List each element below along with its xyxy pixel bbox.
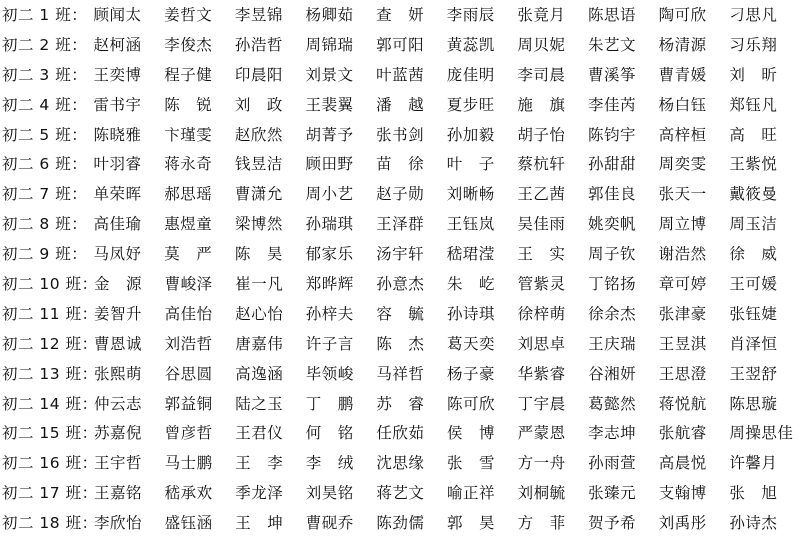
student-name: 赵心怡 [235,304,284,323]
student-name: 郭 昊 [446,514,495,533]
student-name: 李佳芮 [588,95,637,114]
class-row [0,300,800,330]
student-name: 李昱锦 [234,6,283,24]
class-row [0,390,800,420]
student-name: 葛天奕 [446,334,495,353]
class-label: 初二 13 班： [2,364,98,383]
student-name: 潘 越 [376,95,425,114]
student-name: 程子健 [164,65,213,84]
student-name: 郭可阳 [376,35,425,54]
student-name: 王嘉铭 [94,484,143,503]
student-name: 葛懿然 [588,394,637,413]
student-name: 杨清源 [658,35,707,54]
student-name: 许馨月 [729,454,778,473]
student-name: 孙意杰 [376,275,425,294]
student-name: 庞佳明 [446,65,495,84]
student-name: 王昱淇 [658,334,707,353]
student-name: 王裴翼 [305,95,354,114]
class-label: 初二 11 班： [2,304,98,323]
student-name: 曹潇允 [234,185,283,204]
student-name: 顾田野 [305,155,354,174]
student-name: 孙诗琪 [446,304,495,323]
student-name: 戴筱曼 [729,185,778,204]
student-name: 黄蕊凯 [446,35,495,54]
class-row [0,150,800,180]
student-name: 徐余杰 [588,304,637,323]
student-name: 高梓桓 [658,125,707,144]
student-name: 胡菁予 [305,125,354,144]
student-name: 曹峻泽 [164,275,213,294]
student-name: 张臻元 [588,484,637,503]
student-name: 刘桐毓 [517,484,566,503]
student-name: 雷书宇 [93,95,142,114]
student-name: 华紫睿 [517,364,566,383]
student-name: 曹砚乔 [305,514,354,533]
student-name: 陈思璇 [729,394,778,413]
student-name: 杨子豪 [446,364,495,383]
student-name: 王思澄 [658,364,707,383]
student-name: 叶羽睿 [93,155,142,174]
student-name: 王庆瑞 [588,334,637,353]
student-name: 郭佳良 [588,185,637,204]
student-name: 季龙泽 [235,484,284,503]
student-name: 孙瑞琪 [305,215,354,234]
student-name: 姜哲文 [164,6,213,24]
class-label: 初二 3 班： [2,65,88,84]
student-name: 刘晰畅 [446,185,495,204]
student-name: 徐梓萌 [517,304,566,323]
student-name: 朱 屹 [446,275,495,294]
student-name: 王翌舒 [729,364,778,383]
student-name: 朱艺文 [588,35,637,54]
student-name: 施 旗 [517,95,566,114]
student-name: 惠煜童 [164,215,213,234]
student-name: 章可婷 [658,275,707,294]
student-name: 王紫悦 [729,155,778,174]
student-name: 刘景文 [305,65,354,84]
student-name: 肖泽恒 [729,334,778,353]
student-name: 张书剑 [376,125,425,144]
student-name: 姚奕帆 [588,215,637,234]
student-name: 郑钰凡 [729,95,778,114]
student-name: 苏 睿 [376,394,425,413]
class-label: 初二 18 班： [2,514,98,533]
student-name: 蒋悦航 [658,394,707,413]
student-name: 毕领峻 [305,364,354,383]
student-name: 周子钦 [588,245,637,264]
student-name: 刘 政 [234,95,283,114]
student-name: 姜智升 [94,304,143,323]
student-name: 马士鹏 [164,454,213,473]
student-name: 喻正祥 [446,484,495,503]
student-name: 张航睿 [658,424,707,443]
student-name: 丁铭扬 [588,275,637,294]
student-name: 张天一 [658,185,707,204]
student-name: 曹恩诚 [94,334,143,353]
student-name: 丁宇晨 [517,394,566,413]
student-name: 叶 子 [446,155,495,174]
student-name: 郑晔辉 [305,275,354,294]
student-name: 陈劲儒 [376,514,425,533]
student-name: 李欣怡 [94,514,143,533]
student-name: 王君仪 [235,424,284,443]
class-label: 初二 8 班： [2,215,88,234]
student-name: 金 源 [94,275,143,294]
student-name: 印晨阳 [234,65,283,84]
student-name: 陈 杰 [376,334,425,353]
class-row [0,1,800,31]
student-name: 马祥哲 [376,364,425,383]
student-name: 方 菲 [517,514,566,533]
student-name: 许子言 [305,334,354,353]
student-name: 陈 昊 [234,245,283,264]
student-name: 嵇承欢 [164,484,213,503]
student-name: 单荣晖 [93,185,142,204]
student-name: 陈思语 [588,6,637,24]
class-row [0,121,800,151]
student-name: 顾闻太 [93,6,142,24]
class-label: 初二 4 班： [2,95,88,114]
student-name: 杨卿茹 [305,6,354,24]
student-name: 高佳瑜 [93,215,142,234]
student-name: 习乐翔 [729,35,778,54]
student-name: 王 坤 [235,514,284,533]
class-row [0,330,800,360]
student-name: 刘昊铭 [305,484,354,503]
student-name: 郭益铜 [164,394,213,413]
class-label: 初二 6 班： [2,155,88,174]
student-name: 陈可欣 [446,394,495,413]
student-name: 管紫灵 [517,275,566,294]
student-name: 高 旺 [729,125,778,144]
student-name: 孙雨萱 [588,454,637,473]
student-name: 沈思缘 [376,454,425,473]
student-name: 刘禹彤 [658,514,707,533]
student-name: 侯 博 [446,424,495,443]
student-name: 仲云志 [94,394,143,413]
student-name: 陈晓雅 [93,125,142,144]
student-name: 王乙茜 [517,185,566,204]
student-name: 孙诗杰 [729,514,778,533]
student-name: 贺予希 [588,514,637,533]
class-row [0,31,800,61]
student-name: 高逸涵 [235,364,284,383]
student-name: 王 李 [235,454,284,473]
student-name: 嵇珺滢 [446,245,495,264]
class-label: 初二 15 班： [2,424,98,443]
student-name: 高佳怡 [164,304,213,323]
student-name: 任欣茹 [376,424,425,443]
student-name: 曹溪筝 [588,65,637,84]
student-name: 张 雪 [446,454,495,473]
student-name: 曾彦哲 [164,424,213,443]
student-name: 周立博 [658,215,707,234]
student-name: 孙加毅 [446,125,495,144]
class-row [0,360,800,390]
student-name: 张竟月 [517,6,566,24]
student-name: 马凤妤 [93,245,142,264]
student-name: 何 铭 [305,424,354,443]
student-name: 周小艺 [305,185,354,204]
class-label: 初二 16 班： [2,454,98,473]
student-name: 陈钧宇 [588,125,637,144]
student-name: 曹青媛 [658,65,707,84]
student-name: 李俊杰 [164,35,213,54]
student-name: 蔡杭轩 [517,155,566,174]
class-row [0,270,800,300]
student-name: 赵柯涵 [93,35,142,54]
student-name: 王钰岚 [446,215,495,234]
class-row [0,91,800,121]
student-name: 李 绒 [305,454,354,473]
student-name: 李雨辰 [446,6,495,24]
student-name: 周贝妮 [517,35,566,54]
student-name: 刘浩哲 [164,334,213,353]
student-name: 夏步旺 [446,95,495,114]
student-name: 叶蓝茜 [376,65,425,84]
class-label: 初二 17 班： [2,484,98,503]
student-name: 赵欣然 [234,125,283,144]
class-row [0,210,800,240]
class-label: 初二 10 班： [2,275,98,294]
student-name: 徐 威 [729,245,778,264]
student-name: 李志坤 [588,424,637,443]
student-name: 方一舟 [517,454,566,473]
student-name: 陶可欣 [658,6,707,24]
class-row [0,419,800,449]
class-label: 初二 1 班： [2,6,88,24]
student-name: 王 实 [517,245,566,264]
student-name: 严蒙恩 [517,424,566,443]
student-name: 郝思瑶 [164,185,213,204]
student-name: 赵子勋 [376,185,425,204]
class-row [0,509,800,539]
student-name: 孙浩哲 [234,35,283,54]
student-name: 周玉洁 [729,215,778,234]
student-name: 苏嘉倪 [94,424,143,443]
class-label: 初二 14 班： [2,394,98,413]
student-name: 郁家乐 [305,245,354,264]
student-name: 汤宇轩 [376,245,425,264]
student-name: 王泽群 [376,215,425,234]
student-name: 胡子怡 [517,125,566,144]
student-name: 谷湘妍 [588,364,637,383]
student-name: 陈 锐 [164,95,213,114]
student-name: 刘 昕 [729,65,778,84]
student-name: 高晨悦 [658,454,707,473]
student-name: 杨白钰 [658,95,707,114]
student-name: 孙甜甜 [588,155,637,174]
student-name: 盛钰涵 [164,514,213,533]
class-row [0,240,800,270]
student-name: 张 旭 [729,484,778,503]
student-name: 李司晨 [517,65,566,84]
class-label: 初二 2 班： [2,35,88,54]
class-label: 初二 7 班： [2,185,88,204]
student-name: 张钰婕 [729,304,778,323]
student-name: 查 妍 [376,6,425,24]
class-label: 初二 12 班： [2,334,98,353]
student-name: 容 毓 [376,304,425,323]
student-name: 周操思佳 [729,424,794,443]
student-name: 丁 鹏 [305,394,354,413]
student-name: 蒋艺文 [376,484,425,503]
student-name: 张津豪 [658,304,707,323]
class-row [0,479,800,509]
student-name: 孙梓夫 [305,304,354,323]
student-name: 钱昱洁 [234,155,283,174]
student-name: 王奕博 [93,65,142,84]
student-name: 吴佳雨 [517,215,566,234]
class-label: 初二 9 班： [2,245,88,264]
student-name: 蒋永奇 [164,155,213,174]
student-name: 崔一凡 [235,275,284,294]
student-name: 谷思圆 [164,364,213,383]
student-name: 刘思卓 [517,334,566,353]
student-name: 周锦瑞 [305,35,354,54]
student-name: 支翰博 [658,484,707,503]
class-row [0,180,800,210]
class-row [0,449,800,479]
student-name: 陆之玉 [235,394,284,413]
student-name: 唐嘉伟 [235,334,284,353]
student-name: 周奕雯 [658,155,707,174]
student-name: 莫 严 [164,245,213,264]
student-name: 刁思凡 [729,6,778,24]
student-name: 卞瑾雯 [164,125,213,144]
student-name: 王可媛 [729,275,778,294]
student-name: 苗 徐 [376,155,425,174]
student-name: 王宇哲 [94,454,143,473]
student-name: 谢浩然 [658,245,707,264]
student-name: 张熙萌 [94,364,143,383]
class-row [0,61,800,91]
student-name: 梁博然 [234,215,283,234]
class-label: 初二 5 班： [2,125,88,144]
